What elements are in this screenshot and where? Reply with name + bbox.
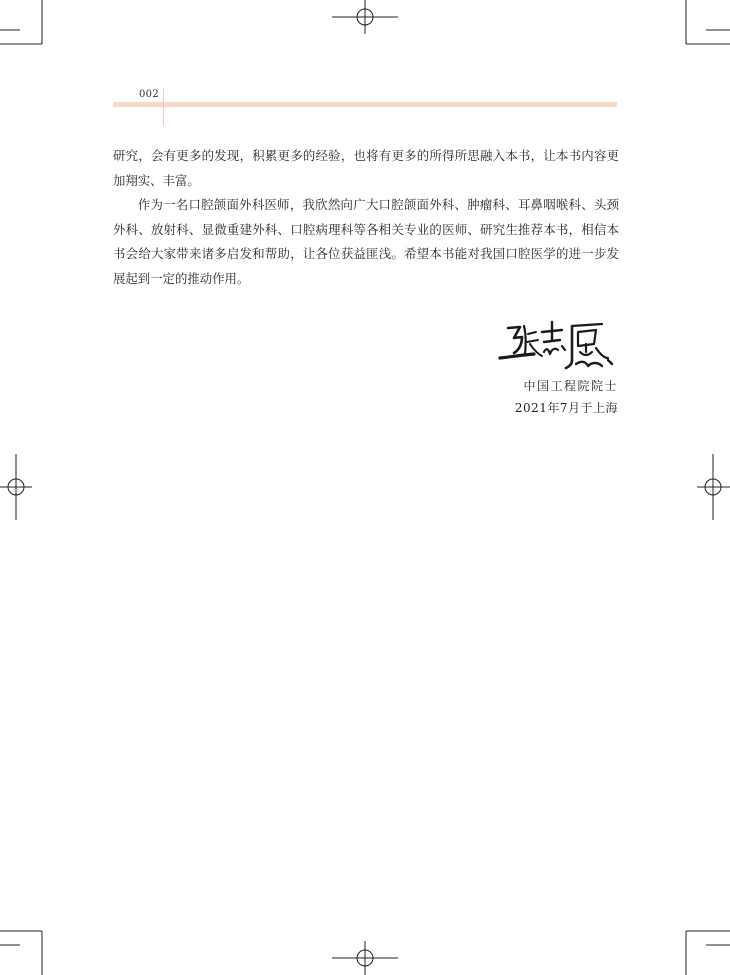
handwritten-signature (492, 318, 620, 372)
paragraph-1: 研究，会有更多的发现，积累更多的经验，也将有更多的所得所思融入本书，让本书内容更加翔实、丰富。 (113, 148, 619, 188)
header-divider (163, 88, 164, 126)
page-number: 002 (139, 89, 159, 100)
body-text (113, 144, 619, 291)
signature-date: 2021年7月于上海 (514, 401, 618, 415)
header-rule (113, 102, 617, 107)
paragraph-2: 作为一名口腔颌面外科医师，我欣然向广大口腔颌面外科、肿瘤科、耳鼻咽喉科、头颈外科、放射科、显微重建外科、口腔病理科等各相关专业的医师、研究生推荐本书，相信本书会给大家带来诸多启发和帮助，让各位获益匪浅。希望本书能对我国口腔医学的进一步发展起到一定的推动作用。 (113, 197, 619, 286)
signatory-title: 中国工程院院士 (523, 379, 618, 393)
